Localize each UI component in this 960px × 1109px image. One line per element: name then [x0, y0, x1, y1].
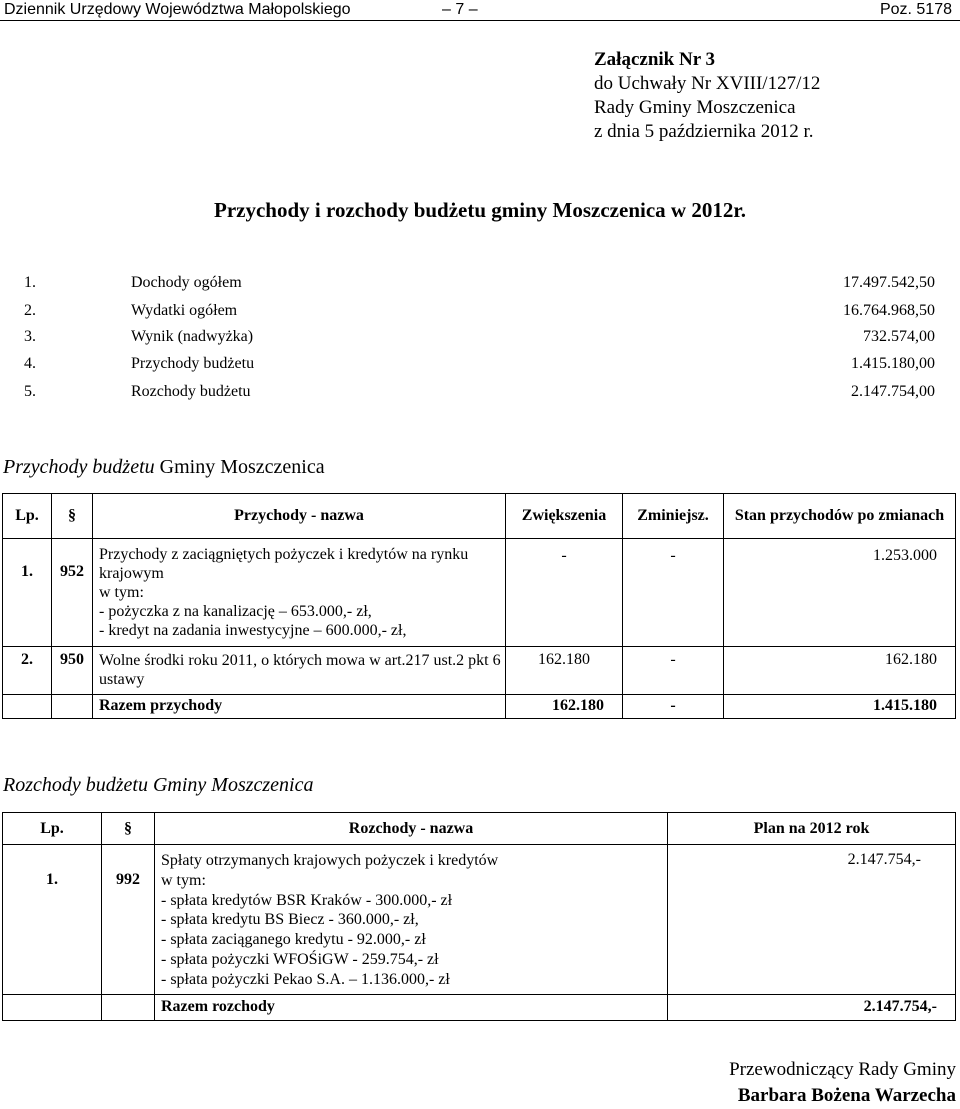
income-title-italic: Przychody budżetu	[3, 456, 155, 478]
row-lp: 1.	[3, 845, 102, 995]
row-name-line: - spłata zaciąganego kredytu - 92.000,- zł	[161, 931, 426, 949]
total-empty-lp	[3, 995, 102, 1021]
summary-number: 4.	[24, 355, 36, 372]
row-name-line: w tym:	[161, 871, 206, 889]
row-name	[93, 539, 506, 647]
header-paragraph: §	[52, 494, 93, 539]
row-paragraph: 950	[52, 647, 93, 695]
summary-number: 3.	[24, 328, 36, 345]
header-lp: Lp.	[3, 813, 102, 845]
row-lp: 2.	[3, 647, 52, 695]
header-income-name: Przychody - nazwa	[93, 494, 506, 539]
total-empty-paragraph	[52, 695, 93, 719]
income-total-row	[3, 695, 956, 719]
summary-label: Wydatki ogółem	[131, 302, 238, 319]
row-state: 1.253.000	[724, 539, 956, 647]
summary-value: 1.415.180,00	[851, 355, 935, 372]
summary-row	[0, 274, 960, 300]
total-state: 1.415.180	[724, 695, 956, 719]
row-paragraph: 952	[52, 539, 93, 647]
annex-date: z dnia 5 października 2012 r.	[594, 121, 814, 142]
total-plan: 2.147.754,-	[668, 995, 956, 1021]
page-header	[0, 0, 960, 21]
summary-label: Przychody budżetu	[131, 355, 255, 372]
position-number: Poz. 5178	[879, 1, 952, 18]
header-increase: Zwiększenia	[506, 494, 623, 539]
signature-name: Barbara Bożena Warzecha	[737, 1085, 956, 1106]
header-state: Stan przychodów po zmianach	[724, 494, 956, 539]
expense-table-header	[3, 813, 956, 845]
annex-number: Załącznik Nr 3	[594, 49, 716, 70]
header-decrease: Zminiejsz.	[623, 494, 724, 539]
table-row	[3, 845, 956, 995]
row-paragraph: 992	[102, 845, 155, 995]
total-label: Razem rozchody	[155, 995, 668, 1021]
summary-value: 732.574,00	[863, 328, 935, 345]
summary-row	[0, 302, 960, 328]
header-expense-name: Rozchody - nazwa	[155, 813, 668, 845]
row-decrease: -	[623, 539, 724, 647]
annex-council: Rady Gminy Moszczenica	[594, 97, 796, 118]
row-name-line: - pożyczka z na kanalizację – 653.000,- zł,	[99, 603, 372, 620]
row-decrease: -	[623, 647, 724, 695]
annex-resolution: do Uchwały Nr XVIII/127/12	[594, 73, 821, 94]
total-increase: 162.180	[506, 695, 623, 719]
summary-number: 2.	[24, 302, 36, 319]
income-section-title	[3, 456, 325, 479]
row-state: 162.180	[724, 647, 956, 695]
summary-row	[0, 383, 960, 409]
total-empty-paragraph	[102, 995, 155, 1021]
income-table-header	[3, 494, 956, 539]
row-lp: 1.	[3, 539, 52, 647]
total-decrease: -	[623, 695, 724, 719]
row-increase: 162.180	[506, 647, 623, 695]
summary-row	[0, 328, 960, 354]
summary-number: 1.	[24, 274, 36, 291]
row-name-line: Wolne środki roku 2011, o których mowa w art.217 ust.2 pkt 6 ustawy	[99, 652, 501, 688]
annex-block	[594, 48, 820, 144]
summary-label: Dochody ogółem	[131, 274, 242, 291]
row-name-line: Spłaty otrzymanych krajowych pożyczek i kredytów	[161, 852, 499, 869]
summary-row	[0, 355, 960, 381]
total-label: Razem przychody	[93, 695, 506, 719]
expense-section-title: Rozchody budżetu Gminy Moszczenica	[3, 774, 314, 796]
summary-label: Rozchody budżetu	[131, 383, 251, 400]
journal-title: Dziennik Urzędowy Województwa Małopolskiego	[4, 1, 351, 18]
header-plan: Plan na 2012 rok	[668, 813, 956, 845]
row-name-line: - spłata kredytu BS Biecz - 360.000,- zł,	[161, 911, 419, 929]
expense-total-row	[3, 995, 956, 1021]
summary-label: Wynik (nadwyżka)	[131, 328, 254, 345]
table-row	[3, 539, 956, 647]
summary-value: 17.497.542,50	[843, 274, 935, 291]
signature-role: Przewodniczący Rady Gminy	[729, 1059, 956, 1080]
row-increase: -	[506, 539, 623, 647]
expense-table	[2, 812, 956, 1021]
table-row	[3, 647, 956, 695]
row-name-line: - kredyt na zadania inwestycyjne – 600.000,- zł,	[99, 622, 407, 639]
row-name	[93, 647, 506, 695]
header-lp: Lp.	[3, 494, 52, 539]
summary-value: 2.147.754,00	[851, 383, 935, 400]
row-name-line: - spłata kredytów BSR Kraków - 300.000,- zł	[161, 891, 453, 909]
income-title-rest: Gminy Moszczenica	[154, 456, 325, 478]
row-name	[155, 845, 668, 995]
total-empty-lp	[3, 695, 52, 719]
summary-value: 16.764.968,50	[843, 302, 935, 319]
header-paragraph: §	[102, 813, 155, 845]
row-name-line: Przychody z zaciągniętych pożyczek i kredytów na rynku krajowym	[99, 546, 469, 582]
row-plan: 2.147.754,-	[668, 845, 956, 995]
row-name-line: - spłata pożyczki Pekao S.A. – 1.136.000,- zł	[161, 970, 450, 988]
row-name-line: - spłata pożyczki WFOŚiGW - 259.754,- zł	[161, 950, 439, 968]
summary-number: 5.	[24, 383, 36, 400]
row-name-line: w tym:	[99, 584, 144, 601]
page-number: – 7 –	[442, 1, 478, 18]
page-title: Przychody i rozchody budżetu gminy Moszczenica w 2012r.	[214, 198, 746, 222]
income-table	[2, 493, 956, 719]
signature-block	[729, 1057, 956, 1109]
